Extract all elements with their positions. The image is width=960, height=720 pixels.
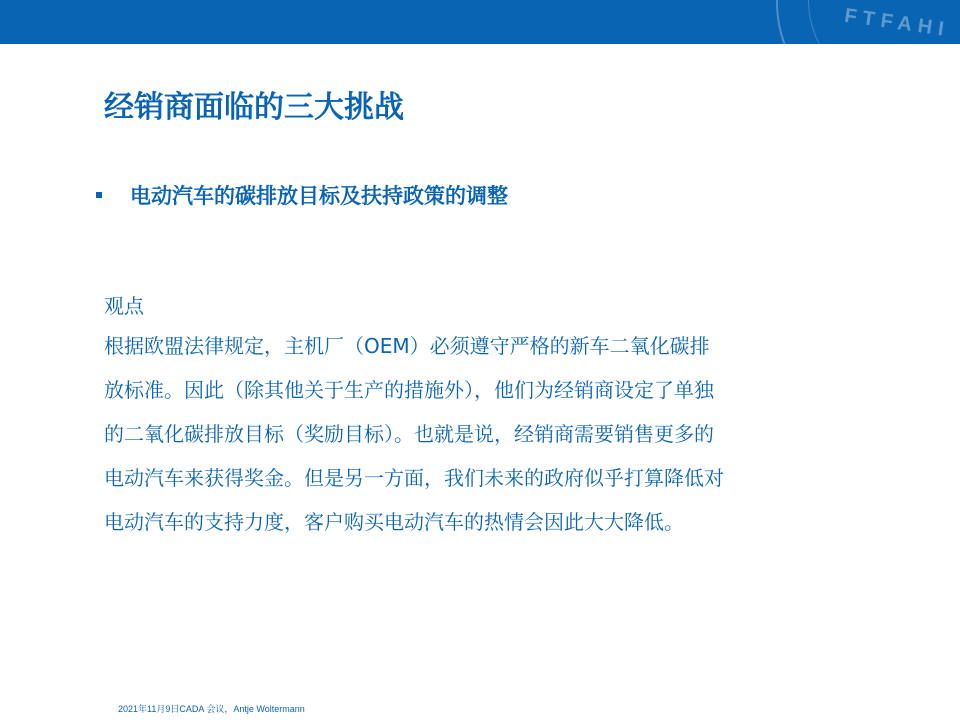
body-line: 电动汽车来获得奖金。但是另一方面，我们未来的政府似乎打算降低对 [104,466,724,490]
body-heading: 观点 [104,294,144,318]
body-line: 的二氧化碳排放目标（奖励目标）。也就是说，经销商需要销售更多的 [104,422,714,446]
body-line: 放标准。因此（除其他关于生产的措施外），他们为经销商设定了单独 [104,378,714,402]
bullet-square-icon [96,192,102,198]
body-line: 电动汽车的支持力度，客户购买电动汽车的热情会因此大大降低。 [104,510,684,534]
emblem-logo-text: FTFAHI [843,4,952,42]
body-text-block [104,288,864,544]
bullet-text: 电动汽车的碳排放目标及扶持政策的调整 [130,184,508,208]
footer-text: 2021年11月9日CADA 会议，Antje Woltermann [118,704,305,714]
bullet-item [96,180,508,210]
body-line: 根据欧盟法律规定，主机厂（OEM）必须遵守严格的新车二氧化碳排 [104,334,710,358]
slide-title: 经销商面临的三大挑战 [104,90,404,125]
top-band [0,0,960,44]
